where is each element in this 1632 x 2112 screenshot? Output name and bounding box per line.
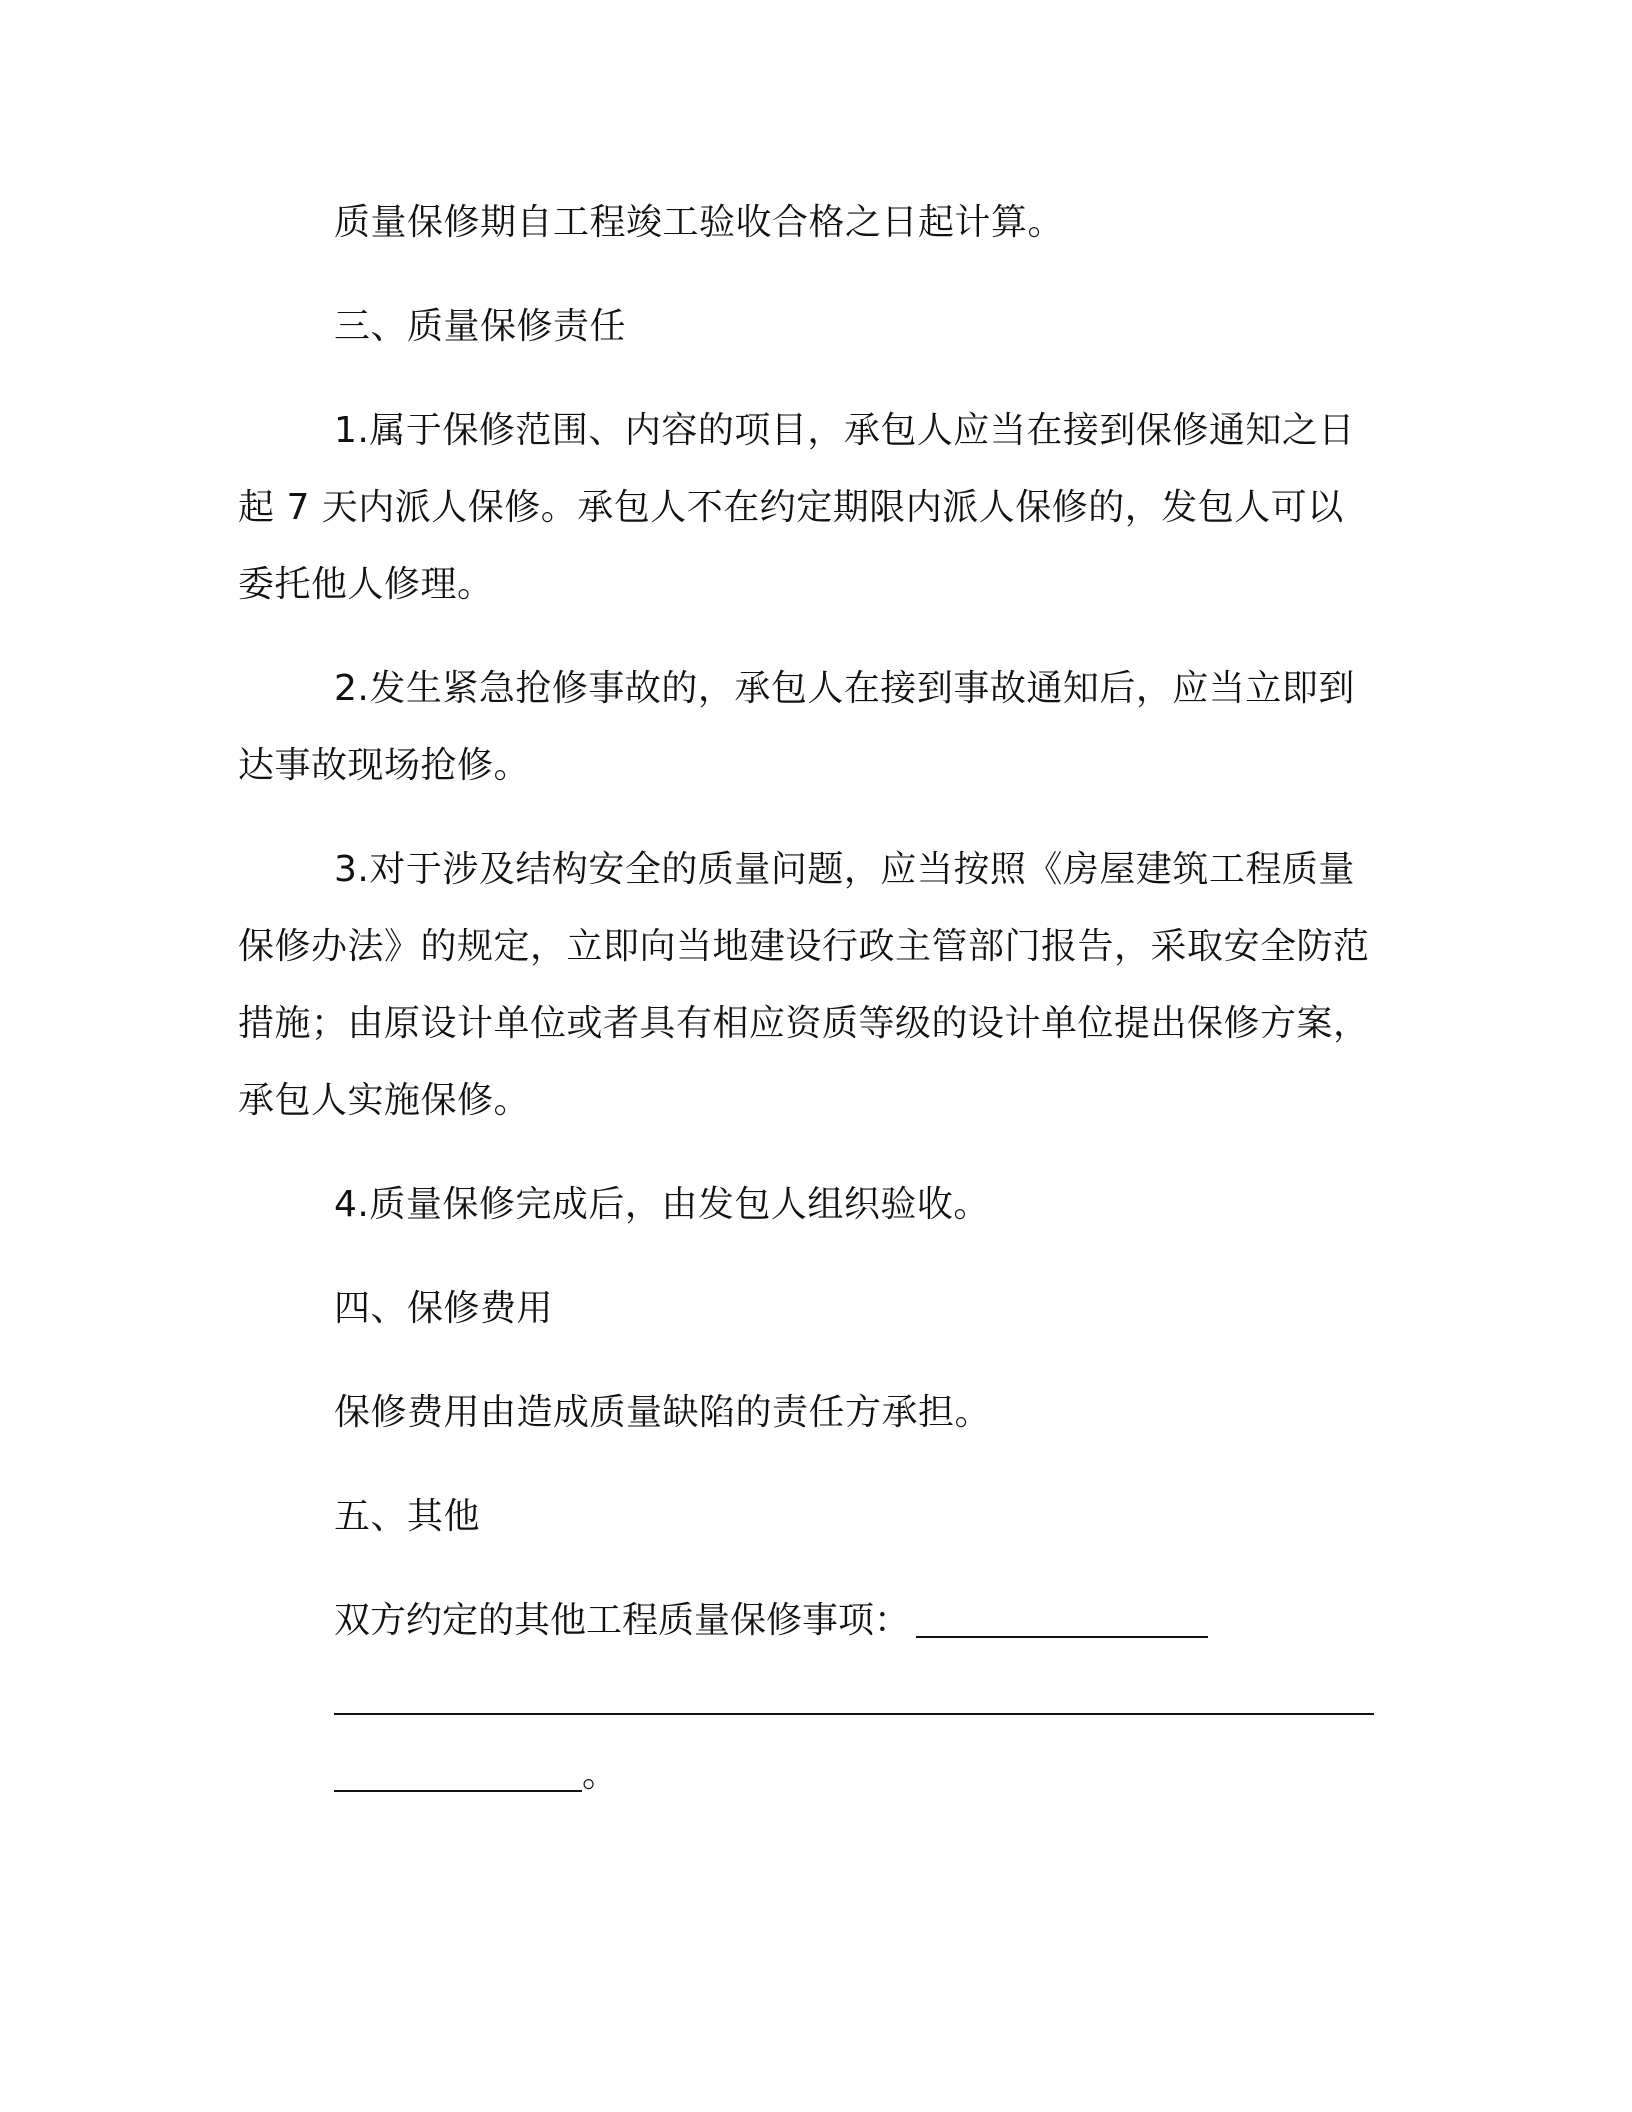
- clause-item-3: 3.对于涉及结构安全的质量问题，应当按照《房屋建筑工程质量保修办法》的规定，立即向当地建设行政主管部门报告，采取安全防范措施；由原设计单位或者具有相应资质等级的设计单位提出保修方案，承包人实施保修。: [238, 849, 1370, 1121]
- fill-in-blank-short[interactable]: [916, 1596, 1208, 1638]
- fill-in-blank-tail[interactable]: [334, 1750, 582, 1792]
- fee-paragraph: 保修费用由造成质量缺陷的责任方承担。: [334, 1392, 992, 1433]
- other-matters-line: [238, 1582, 1378, 1659]
- document-page: [238, 184, 1378, 1813]
- clause-item-1: 1.属于保修范围、内容的项目，承包人应当在接到保修通知之日起 7 天内派人保修。承包人不在约定期限内派人保修的，发包人可以委托他人修理。: [238, 410, 1355, 605]
- section-heading-4: 四、保修费用: [334, 1288, 554, 1329]
- clause-item-4: 4.质量保修完成后，由发包人组织验收。: [334, 1184, 990, 1225]
- section-heading-3: 三、质量保修责任: [334, 306, 627, 347]
- warranty-period-paragraph: 质量保修期自工程竣工验收合格之日起计算。: [334, 202, 1065, 243]
- other-matters-label: 双方约定的其他工程质量保修事项：: [334, 1600, 911, 1641]
- blank-line-tail: [238, 1736, 1378, 1813]
- clause-item-2: 2.发生紧急抢修事故的，承包人在接到事故通知后，应当立即到达事故现场抢修。: [238, 668, 1355, 786]
- blank-line-full: [238, 1659, 1378, 1736]
- section-heading-5: 五、其他: [334, 1496, 481, 1537]
- end-period: 。: [582, 1754, 619, 1795]
- fill-in-blank-full[interactable]: [334, 1673, 1374, 1715]
